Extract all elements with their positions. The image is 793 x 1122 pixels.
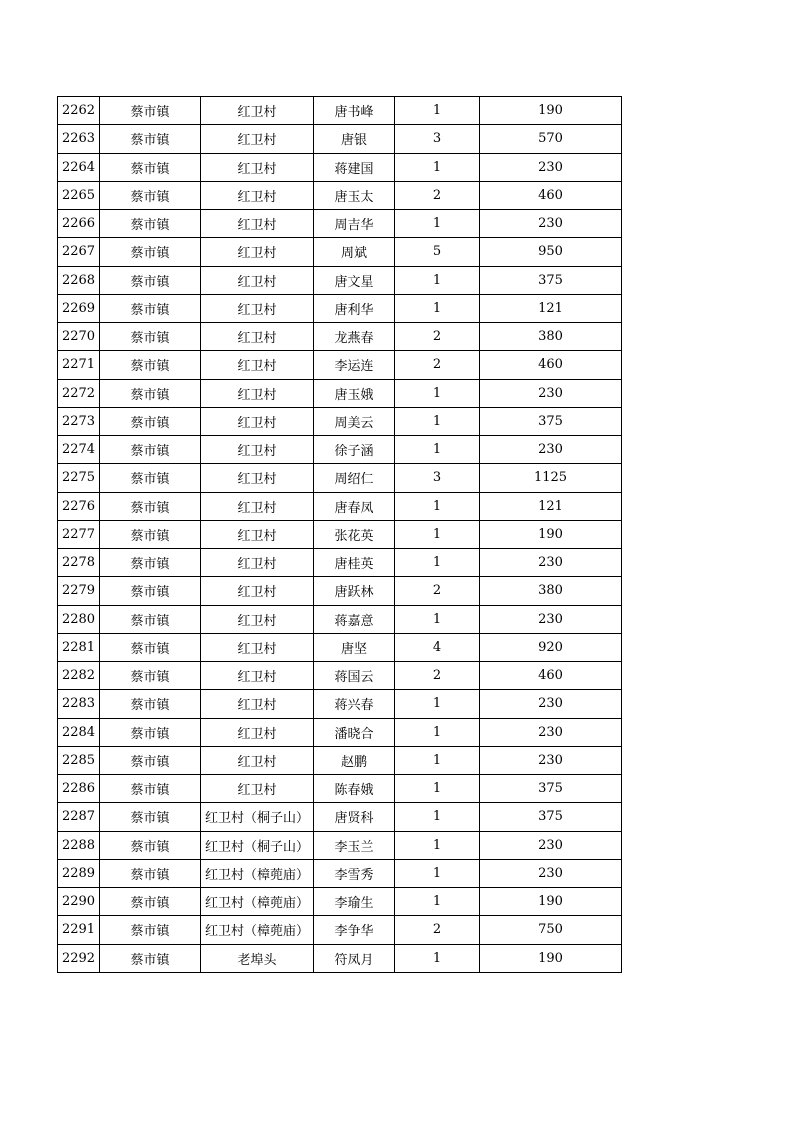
town-cell: 蔡市镇 [100,266,201,294]
table-row [58,605,622,633]
village-cell: 红卫村（樟蔸庙） [201,888,314,916]
table-row [58,916,622,944]
amount-cell: 920 [480,633,622,661]
village-cell: 红卫村 [201,436,314,464]
table-row [58,125,622,153]
amount-cell: 121 [480,294,622,322]
town-cell: 蔡市镇 [100,916,201,944]
name-cell: 李争华 [314,916,395,944]
count-cell: 2 [395,577,480,605]
town-cell: 蔡市镇 [100,859,201,887]
village-cell: 红卫村 [201,294,314,322]
count-cell: 1 [395,266,480,294]
amount-cell: 121 [480,492,622,520]
village-cell: 红卫村 [201,775,314,803]
amount-cell: 380 [480,577,622,605]
town-cell: 蔡市镇 [100,153,201,181]
row-number-cell: 2274 [58,436,100,464]
town-cell: 蔡市镇 [100,775,201,803]
table-row [58,690,622,718]
town-cell: 蔡市镇 [100,549,201,577]
town-cell: 蔡市镇 [100,210,201,238]
table-row [58,379,622,407]
name-cell: 龙燕春 [314,323,395,351]
town-cell: 蔡市镇 [100,238,201,266]
table-row [58,153,622,181]
count-cell: 3 [395,464,480,492]
row-number-cell: 2264 [58,153,100,181]
count-cell: 1 [395,294,480,322]
row-number-cell: 2271 [58,351,100,379]
count-cell: 2 [395,351,480,379]
count-cell: 1 [395,436,480,464]
town-cell: 蔡市镇 [100,888,201,916]
table-row [58,662,622,690]
amount-cell: 570 [480,125,622,153]
count-cell: 2 [395,662,480,690]
count-cell: 1 [395,775,480,803]
count-cell: 1 [395,520,480,548]
table-row [58,492,622,520]
village-cell: 红卫村 [201,690,314,718]
count-cell: 1 [395,407,480,435]
village-cell: 红卫村（桐子山） [201,803,314,831]
row-number-cell: 2269 [58,294,100,322]
name-cell: 蒋嘉意 [314,605,395,633]
name-cell: 唐玉娥 [314,379,395,407]
amount-cell: 230 [480,605,622,633]
row-number-cell: 2262 [58,97,100,125]
amount-cell: 230 [480,859,622,887]
town-cell: 蔡市镇 [100,464,201,492]
row-number-cell: 2273 [58,407,100,435]
town-cell: 蔡市镇 [100,944,201,972]
name-cell: 唐利华 [314,294,395,322]
town-cell: 蔡市镇 [100,323,201,351]
village-cell: 红卫村 [201,407,314,435]
count-cell: 2 [395,916,480,944]
name-cell: 唐玉太 [314,181,395,209]
row-number-cell: 2276 [58,492,100,520]
count-cell: 4 [395,633,480,661]
town-cell: 蔡市镇 [100,407,201,435]
amount-cell: 375 [480,407,622,435]
table-row [58,238,622,266]
amount-cell: 380 [480,323,622,351]
name-cell: 周美云 [314,407,395,435]
table-row [58,97,622,125]
amount-cell: 230 [480,718,622,746]
village-cell: 老埠头 [201,944,314,972]
row-number-cell: 2284 [58,718,100,746]
table-row [58,266,622,294]
village-cell: 红卫村 [201,662,314,690]
village-cell: 红卫村 [201,351,314,379]
village-cell: 红卫村 [201,153,314,181]
town-cell: 蔡市镇 [100,690,201,718]
count-cell: 1 [395,859,480,887]
village-cell: 红卫村 [201,633,314,661]
count-cell: 1 [395,605,480,633]
table-row [58,436,622,464]
name-cell: 赵鹏 [314,746,395,774]
row-number-cell: 2275 [58,464,100,492]
village-cell: 红卫村 [201,492,314,520]
village-cell: 红卫村 [201,379,314,407]
village-cell: 红卫村 [201,718,314,746]
town-cell: 蔡市镇 [100,125,201,153]
count-cell: 1 [395,718,480,746]
amount-cell: 190 [480,944,622,972]
amount-cell: 230 [480,153,622,181]
name-cell: 蒋建国 [314,153,395,181]
name-cell: 周斌 [314,238,395,266]
town-cell: 蔡市镇 [100,520,201,548]
row-number-cell: 2283 [58,690,100,718]
table-row [58,181,622,209]
row-number-cell: 2267 [58,238,100,266]
town-cell: 蔡市镇 [100,577,201,605]
table-row [58,718,622,746]
amount-cell: 230 [480,379,622,407]
amount-cell: 460 [480,181,622,209]
town-cell: 蔡市镇 [100,436,201,464]
row-number-cell: 2277 [58,520,100,548]
name-cell: 蒋兴春 [314,690,395,718]
name-cell: 唐贤科 [314,803,395,831]
row-number-cell: 2265 [58,181,100,209]
amount-cell: 230 [480,549,622,577]
count-cell: 1 [395,153,480,181]
table-row [58,577,622,605]
row-number-cell: 2287 [58,803,100,831]
name-cell: 张花英 [314,520,395,548]
amount-cell: 230 [480,210,622,238]
name-cell: 潘晓合 [314,718,395,746]
table-row [58,549,622,577]
count-cell: 2 [395,323,480,351]
row-number-cell: 2286 [58,775,100,803]
name-cell: 唐书峰 [314,97,395,125]
village-cell: 红卫村 [201,520,314,548]
table-row [58,859,622,887]
town-cell: 蔡市镇 [100,294,201,322]
amount-cell: 950 [480,238,622,266]
count-cell: 3 [395,125,480,153]
name-cell: 唐春凤 [314,492,395,520]
table-row [58,351,622,379]
row-number-cell: 2272 [58,379,100,407]
name-cell: 唐桂英 [314,549,395,577]
table-row [58,210,622,238]
name-cell: 李雪秀 [314,859,395,887]
row-number-cell: 2282 [58,662,100,690]
village-cell: 红卫村（樟蔸庙） [201,859,314,887]
town-cell: 蔡市镇 [100,605,201,633]
name-cell: 符凤月 [314,944,395,972]
table-row [58,520,622,548]
row-number-cell: 2263 [58,125,100,153]
table-row [58,775,622,803]
amount-cell: 750 [480,916,622,944]
town-cell: 蔡市镇 [100,803,201,831]
table-row [58,888,622,916]
count-cell: 2 [395,181,480,209]
count-cell: 1 [395,944,480,972]
row-number-cell: 2291 [58,916,100,944]
table-body [58,97,622,973]
table-row [58,407,622,435]
village-cell: 红卫村 [201,210,314,238]
town-cell: 蔡市镇 [100,492,201,520]
village-cell: 红卫村 [201,238,314,266]
count-cell: 1 [395,746,480,774]
village-cell: 红卫村 [201,181,314,209]
amount-cell: 375 [480,803,622,831]
row-number-cell: 2266 [58,210,100,238]
town-cell: 蔡市镇 [100,662,201,690]
village-cell: 红卫村 [201,97,314,125]
name-cell: 徐子涵 [314,436,395,464]
count-cell: 5 [395,238,480,266]
town-cell: 蔡市镇 [100,718,201,746]
name-cell: 蒋国云 [314,662,395,690]
row-number-cell: 2281 [58,633,100,661]
town-cell: 蔡市镇 [100,831,201,859]
count-cell: 1 [395,888,480,916]
amount-cell: 230 [480,436,622,464]
name-cell: 李运连 [314,351,395,379]
name-cell: 周绍仁 [314,464,395,492]
town-cell: 蔡市镇 [100,633,201,661]
village-cell: 红卫村 [201,577,314,605]
village-cell: 红卫村（樟蔸庙） [201,916,314,944]
table-row [58,944,622,972]
name-cell: 李瑜生 [314,888,395,916]
village-cell: 红卫村 [201,464,314,492]
village-cell: 红卫村 [201,549,314,577]
table-row [58,831,622,859]
town-cell: 蔡市镇 [100,351,201,379]
village-cell: 红卫村 [201,323,314,351]
name-cell: 唐跃林 [314,577,395,605]
amount-cell: 190 [480,888,622,916]
amount-cell: 460 [480,351,622,379]
row-number-cell: 2268 [58,266,100,294]
row-number-cell: 2285 [58,746,100,774]
row-number-cell: 2280 [58,605,100,633]
amount-cell: 190 [480,520,622,548]
town-cell: 蔡市镇 [100,97,201,125]
table-row [58,323,622,351]
name-cell: 陈春娥 [314,775,395,803]
count-cell: 1 [395,97,480,125]
data-table [57,96,622,973]
town-cell: 蔡市镇 [100,379,201,407]
name-cell: 李玉兰 [314,831,395,859]
village-cell: 红卫村（桐子山） [201,831,314,859]
amount-cell: 375 [480,266,622,294]
row-number-cell: 2279 [58,577,100,605]
count-cell: 1 [395,379,480,407]
village-cell: 红卫村 [201,605,314,633]
amount-cell: 1125 [480,464,622,492]
row-number-cell: 2289 [58,859,100,887]
row-number-cell: 2270 [58,323,100,351]
name-cell: 周吉华 [314,210,395,238]
table-row [58,803,622,831]
amount-cell: 230 [480,831,622,859]
village-cell: 红卫村 [201,746,314,774]
table-row [58,633,622,661]
amount-cell: 230 [480,746,622,774]
town-cell: 蔡市镇 [100,181,201,209]
table-row [58,746,622,774]
name-cell: 唐银 [314,125,395,153]
town-cell: 蔡市镇 [100,746,201,774]
row-number-cell: 2290 [58,888,100,916]
count-cell: 1 [395,492,480,520]
table-row [58,294,622,322]
amount-cell: 230 [480,690,622,718]
count-cell: 1 [395,210,480,238]
amount-cell: 460 [480,662,622,690]
village-cell: 红卫村 [201,125,314,153]
table-row [58,464,622,492]
row-number-cell: 2288 [58,831,100,859]
row-number-cell: 2278 [58,549,100,577]
amount-cell: 375 [480,775,622,803]
row-number-cell: 2292 [58,944,100,972]
name-cell: 唐文星 [314,266,395,294]
count-cell: 1 [395,549,480,577]
count-cell: 1 [395,803,480,831]
count-cell: 1 [395,690,480,718]
village-cell: 红卫村 [201,266,314,294]
count-cell: 1 [395,831,480,859]
amount-cell: 190 [480,97,622,125]
name-cell: 唐坚 [314,633,395,661]
